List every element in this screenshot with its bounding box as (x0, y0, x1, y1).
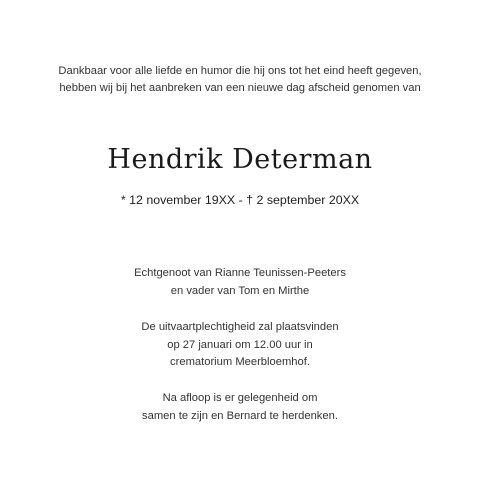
life-dates: * 12 november 19XX - † 2 september 20XX (120, 193, 360, 207)
intro-line-1: Dankbaar voor alle liefde en humor die hij ons tot het eind heeft gegeven, (58, 65, 422, 77)
intro-text (20, 63, 460, 97)
ceremony-line-3: crematorium Meerbloemhof. (170, 356, 310, 368)
afterwards-line-1: Na afloop is er gelegenheid om (162, 392, 318, 404)
ceremony-line-1: De uitvaartplechtigheid zal plaatsvinden (141, 321, 339, 333)
intro-line-2: hebben wij bij het aanbreken van een nieuwe dag afscheid genomen van (59, 82, 421, 94)
afterwards-line-2: samen te zijn en Bernard te herdenken. (142, 409, 338, 422)
ceremony-text (20, 319, 460, 372)
ceremony-line-2: op 27 januari om 12.00 uur in (167, 338, 313, 351)
deceased-name: Hendrik Determan (107, 144, 373, 175)
family-line-1: Echtgenoot van Rianne Teunissen-Peeters (134, 267, 346, 279)
family-line-2: en vader van Tom en Mirthe (170, 284, 310, 297)
afterwards-text (20, 390, 460, 425)
family-text (20, 265, 460, 300)
